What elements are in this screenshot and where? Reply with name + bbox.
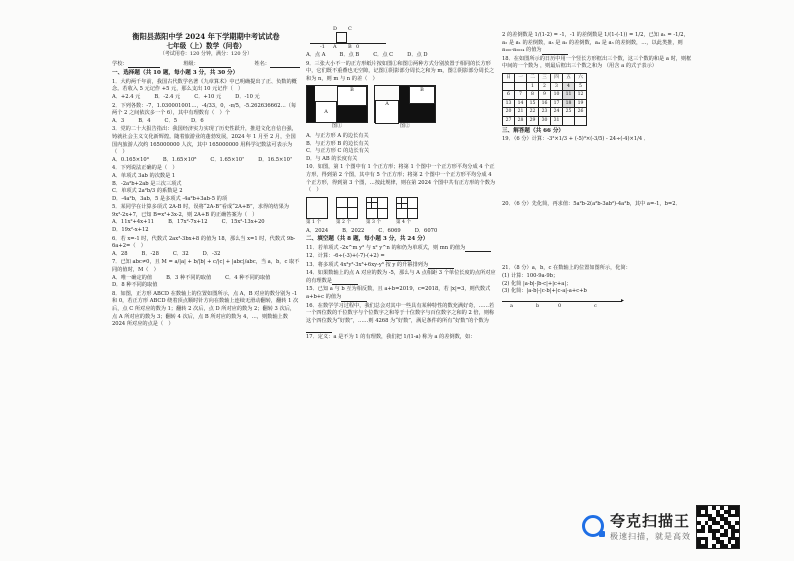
calendar-head-cell: 五 [563, 73, 575, 82]
question-20: 20．（6 分）先化简，再求值：5a²b-2(a²b-3ab²)-4a²b，其中 a=-1，b=2． [502, 200, 681, 207]
calendar-head-cell: 三 [539, 73, 551, 82]
calendar-row [503, 82, 587, 91]
column-left [112, 32, 300, 329]
option: D．6 [191, 117, 204, 124]
calendar-row [503, 91, 587, 100]
shaded-region [337, 106, 367, 122]
question-14-text: 14．如果数轴上的点 A 对应的数为 -5，那么与 A 点相距 3 个单位长度的点所对应的有理数是 [306, 270, 496, 284]
option: D．16.5×10⁷ [258, 156, 293, 163]
calendar-cell: 10 [551, 91, 563, 100]
arrow-right-icon: ▸ [620, 296, 624, 304]
option: D．19x²-x+12 [112, 227, 149, 234]
question-9-figures [306, 85, 496, 131]
label-c: C [348, 26, 352, 32]
calendar-cell: 30 [539, 116, 551, 125]
scanner-brand-name: 夸克扫描王 [610, 512, 691, 530]
calendar-cell: 5 [575, 82, 587, 91]
question-2-options [112, 118, 300, 126]
option: B．17x²-7x+12 [168, 219, 208, 226]
class-label: 班级： [183, 60, 199, 67]
calendar-cell: 21 [515, 108, 527, 117]
option: C．1.65×10⁷ [210, 156, 245, 163]
pattern-label: 第 2 个 [336, 219, 352, 225]
option: D．-32 [202, 250, 221, 257]
question-6-options [112, 251, 300, 259]
question-18: 18．在如图所示的日历中用一个竖长方形框出三个数，这三个数的和是 a 时，则框中间的一个数为 ，则最后框出三个数之和为 （用含 a 的式子表示） [502, 55, 692, 70]
option: D．-10 元 [235, 93, 260, 100]
option: D．点 D [407, 52, 428, 58]
calendar-row [503, 108, 587, 117]
question-12-text: 12．计算：-6÷(-3)+(-7)-(+2) = [306, 253, 385, 260]
question-21-part-1: (1) 计算：100-9a-9b； [502, 272, 559, 279]
calendar-cell: 28 [515, 116, 527, 125]
question-10: 10．如图，第 1 个图中有 1 个正方形；将第 1 个图中一个正方形平均分成 4 个正方形，得到第 2 个图，其中有 5 个正方形；将第 2 个图中一个正方形平均分成 4 个正方形，得到第 3 个图，…按此规律，则在第 2024 个图中共有正方形的个数为（ ） [306, 164, 496, 194]
abc-number-line [502, 296, 622, 310]
option: C．+10 元 [194, 93, 222, 100]
qr-code-icon [696, 505, 740, 549]
question-5: 5．某同学在计算多项式 2A-B 时，误将“2A-B”看成“2A+B”，求得的结果为 9x²-2x+7，已知 B=x²+3x-2，则 2A+B 的正确答案为（ ） [112, 204, 289, 218]
option: C．单项式 2a²b/3 的系数是 2 [112, 188, 183, 195]
question-8-options [306, 52, 496, 60]
pattern-square [306, 197, 328, 219]
right-part [409, 86, 435, 122]
option: C．32 [172, 250, 189, 257]
pattern-label: 第 3 个 [366, 219, 382, 225]
student-info-row [112, 61, 300, 69]
answer-space [502, 144, 692, 200]
question-17-cont-text: 2 的差倒数是 1/(1-2) = -1，-1 的差倒数是 1/(1-(-1)) = 1/2，已知 a₁ = -1/2，a₂ 是 a₁ 的差倒数，a₃ 是 a₂ 的差倒数，a₄ 是 a₃ 的差倒数，…，以此类推，则 a₁₀₀·a₂₀₂₄ 的值为 [502, 32, 689, 54]
question-11 [306, 245, 496, 253]
option: A．点 A [306, 52, 326, 58]
calendar-cell: 7 [515, 91, 527, 100]
name-label: 姓名： [254, 60, 270, 67]
question-5-options [112, 219, 300, 234]
question-16-text: 16．在数学学习过程中，我们总会对其中一些具有某种特性的数充满好奇，……若一个四位数的千位数字与个位数字之和等于十位数字与百位数字之和的 2 倍，则称这个四位数为“好数”，……则 4268 为“好数”，满足条件的所有“好数”的个数为 [306, 302, 495, 324]
option: A．+2.4 元 [112, 93, 141, 100]
question-4: 4．下列说法正确的是（ ） [112, 165, 178, 172]
calendar-cell [515, 82, 527, 91]
column-middle [306, 26, 496, 342]
option: D．6070 [414, 228, 438, 235]
name-field [254, 61, 300, 69]
answer-blank [542, 49, 568, 55]
school-label: 学校： [112, 60, 128, 67]
question-21-part-3: (3) 化简：|a-b|-|c-b|+|c-a|-a+c+b [502, 288, 587, 295]
exam-subtitle: 七年级（上）数学（问卷） [166, 42, 246, 50]
calendar-cell: 26 [575, 108, 587, 117]
square-b: B [337, 86, 367, 106]
calendar-row [503, 99, 587, 108]
calendar-head-cell: 一 [515, 73, 527, 82]
class-blank [199, 62, 231, 68]
option: B．-2.4 元 [154, 93, 181, 100]
question-3-options [112, 157, 300, 165]
option: B．4 [138, 117, 151, 124]
option: A．0.165×10⁹ [112, 156, 149, 163]
label-a: A [333, 44, 337, 50]
point-c-label: c [594, 302, 597, 309]
option: A．与正方形 A 的边长有关 [306, 132, 369, 139]
square-a: A [315, 101, 337, 123]
right-part [337, 86, 367, 122]
option: D．与 AB 的长度有关 [306, 155, 358, 162]
calendar-header-row [503, 73, 587, 82]
calendar-cell: 12 [575, 91, 587, 100]
option: B．与正方形 B 的边长有关 [306, 140, 369, 147]
question-11-text: 11．若单项式 -2x^m y³ 与 x² y^n 的和仍为单项式，则 mn 的值为 [306, 244, 466, 251]
question-7-options [112, 275, 300, 290]
point-b-label: b [536, 302, 540, 309]
calendar-cell: 22 [527, 108, 539, 117]
option: C．5 [164, 117, 178, 124]
school-field [112, 61, 160, 69]
class-field [183, 61, 231, 69]
name-blank [270, 62, 300, 68]
school-blank [128, 62, 160, 68]
option: D．8 种不同的取值 [112, 282, 158, 289]
option: A．唯一确定的值 [112, 274, 153, 281]
question-2: 2．下列各数：-7，1.030001001…，-4/33，0，-π/5，-5.262636662…（每两个 2 之间依次多一个 6），其中有理数有（ ）个 [112, 102, 297, 117]
question-10-figures [306, 197, 496, 227]
option: B．2022 [342, 228, 365, 235]
answer-blank [428, 263, 454, 269]
figure-2 [374, 85, 436, 131]
calendar-cell: 16 [539, 99, 551, 108]
option: B．点 B [339, 52, 360, 58]
option: B．1.65×10⁸ [162, 156, 197, 163]
calendar-cell: 17 [551, 99, 563, 108]
origin-label: 0 [558, 302, 562, 309]
answer-blank [465, 246, 491, 252]
question-8: 8．如图，正方形 ABCD 在数轴上的位置如图所示，点 A，B 对应的数分别为 -1 和 0，若正方形 ABCD 绕着顶点顺时针方向在数轴上连续无滑动翻转，翻转 1 次后，点 C 所对应的数为 1；翻转 2 次后，点 D 所对应的数为 2；翻转 3 次后，点 A 所对应的数为 3；翻转 4 次后，点 B 所对应的数为 4，…，则数轴上数 2024 所对应的点是（ ） [112, 290, 299, 328]
question-10-options [306, 228, 496, 236]
calendar-cell: 27 [503, 116, 515, 125]
calendar-cell: 3 [551, 82, 563, 91]
calendar-row [503, 116, 587, 125]
option: A．11x²+4x+11 [112, 219, 155, 226]
pattern-1 [306, 197, 328, 227]
question-3: 3．党的二十大报告指出：我国经济实力实现了历史性跃升，推进文化自信自强，铸就社会主义文化新辉煌。随着旅游业的蓬勃发展，2024 年 1 月至 2 月，全国国内旅游人次约 165000000 人次，其中 165000000 用科学记数法可表示为（ ） [112, 126, 297, 156]
question-13-text: 13．将多项式 4x²y²-3x³+6xy-y³ 按 y 的升幂排列为 [306, 261, 429, 268]
calendar-cell: 8 [527, 91, 539, 100]
calendar-cell: 24 [551, 108, 563, 117]
calendar-cell: 1 [527, 82, 539, 91]
label-b: B [348, 44, 352, 50]
calendar-cell: 19 [575, 99, 587, 108]
square-number-line-figure [306, 26, 496, 50]
question-9: 9．三张大小不一的正方形纸片按如图①和图②两种方式分别放置于相同的长方形中，它们既不重叠也无空隙，记图①阴影部分周长之和为 m，图②阴影部分周长之和为 n，则 m 与 n 的差（ ） [306, 60, 495, 82]
section-answer-heading: 三、解答题（共 66 分） [502, 127, 565, 134]
figure-1 [306, 85, 368, 131]
calendar-head-cell: 二 [527, 73, 539, 82]
question-12 [306, 253, 496, 261]
question-16 [306, 303, 496, 333]
pattern-square [366, 197, 388, 219]
calendar-cell: 6 [503, 91, 515, 100]
question-14 [306, 270, 496, 285]
calendar-cell: 15 [527, 99, 539, 108]
option: C．点 C [373, 52, 394, 58]
question-1-options [112, 94, 300, 102]
shaded-region [409, 104, 435, 122]
exam-info: （考试用卷：120 分钟，满分：120 分） [159, 51, 253, 57]
square-a: A [375, 100, 399, 124]
option: C．4 种不同的取值 [225, 274, 271, 281]
calendar-head-cell: 六 [575, 73, 587, 82]
question-7: 7．已知 abc≠0，且 M = a/|a| + b/|b| + c/|c| + |abc|/abc，当 a，b，c 取不同的值时，M（ ） [112, 259, 300, 274]
option: A．2024 [306, 228, 329, 235]
label-zero: 0 [356, 44, 360, 50]
pattern-label: 第 4 个 [396, 219, 412, 225]
answer-blank [332, 279, 358, 285]
exam-title: 衡阳县蒸阳中学 2024 年下学期期中考试试卷 [132, 32, 280, 41]
calendar-table [502, 73, 587, 126]
option: B．-28 [141, 250, 159, 257]
question-17: 17．定义：a 是不为 1 的有理数，我们把 1/(1-a) 称为 a 的差倒数，如： [306, 334, 476, 341]
pattern-4 [396, 197, 418, 227]
calendar-cell: 13 [503, 99, 515, 108]
section-choice-heading: 一、选择题（共 10 题，每小题 3 分，共 30 分） [112, 70, 239, 77]
calendar-cell: 4 [563, 82, 575, 91]
pattern-3 [366, 197, 388, 227]
column-right [502, 32, 692, 310]
option: C．6069 [378, 228, 401, 235]
calendar-cell: 20 [503, 108, 515, 117]
question-13 [306, 262, 496, 270]
figure-1-label: 图① [331, 123, 342, 130]
calendar-cell: 23 [539, 108, 551, 117]
calendar-cell [503, 82, 515, 91]
question-1: 1．大约两千年前，我国古代数学名著《九章算术》中已明确提出了正、负数的概念。若收入 5 元记作 +5 元，那么支出 10 元记作（ ） [112, 78, 297, 93]
rect-figure-2 [374, 85, 436, 123]
point-a-label: a [510, 302, 513, 309]
shaded-region [307, 86, 315, 122]
option: A．单项式 3ab 的次数是 1 [112, 172, 176, 179]
answer-blank [306, 327, 332, 333]
calendar-cell [575, 116, 587, 125]
section-fill-heading: 二、填空题（共 8 题，每小题 3 分，共 24 分） [306, 235, 429, 242]
question-21: 21．（8 分）a，b，c 在数轴上的位置如图所示，化简： [502, 265, 631, 272]
calendar-cell: 18 [563, 99, 575, 108]
figure-2-label: 图② [399, 123, 410, 130]
square-abcd [336, 32, 347, 43]
rect-figure-1 [306, 85, 368, 123]
pattern-square [396, 197, 418, 219]
calendar-cell: 25 [563, 108, 575, 117]
question-15 [306, 286, 496, 301]
calendar-cell: 14 [515, 99, 527, 108]
calendar-cell: 9 [539, 91, 551, 100]
calendar-cell: 2 [539, 82, 551, 91]
calendar-head-cell: 日 [503, 73, 515, 82]
question-6: 6．若 x=-1 时，代数式 2ax³-3bx+8 的值为 18，那么当 x=1 时，代数式 9b-6a+2=（ ） [112, 235, 296, 250]
answer-blank [341, 296, 367, 302]
shaded-region [399, 86, 409, 122]
answer-blank [385, 255, 411, 261]
quark-logo-icon [582, 515, 604, 537]
question-19: 19．（6 分）计算：-3²×1/3 + (-5)³×(-3/5) - 24÷(-4)×1/4 ． [502, 136, 650, 143]
option: C．15x²-13x+20 [221, 219, 265, 226]
pattern-2 [336, 197, 358, 227]
option: A．3 [112, 117, 125, 124]
calendar-cell: 31 [551, 116, 563, 125]
answer-space [502, 208, 692, 264]
question-21-part-2: (2) 化简 |a-b|-|b-c|+|c+a|； [502, 280, 572, 287]
scanner-watermark [582, 510, 691, 542]
question-17-continued [502, 32, 692, 55]
option: D．-4a²b，3ab，5 是多项式 -4a²b+3ab-5 的项 [112, 195, 228, 202]
question-15-text: 15．已知 a 与 b 互为相反数，且 a+b=2019，c=2018，若 |x|=3，则代数式 a+b+c 的值为 [306, 286, 491, 301]
calendar-cell: 29 [527, 116, 539, 125]
calendar-head-cell: 四 [551, 73, 563, 82]
label-d: D [333, 26, 338, 32]
calendar-cell [563, 116, 575, 125]
option: C．与正方形 C 的边长有关 [306, 148, 370, 155]
scanner-tagline: 极速扫描，就是高效 [610, 532, 691, 541]
number-line-axis [502, 301, 622, 302]
option: B．-2a²b+2ab 是三次三项式 [112, 180, 182, 187]
square-b: B [409, 86, 435, 104]
option: A．28 [112, 250, 128, 257]
option: B．3 种不同的取值 [166, 274, 212, 281]
pattern-square [336, 197, 358, 219]
pattern-label: 第 1 个 [306, 219, 322, 225]
label-minus-one: -1 [320, 44, 325, 50]
calendar-cell: 11 [563, 91, 575, 100]
